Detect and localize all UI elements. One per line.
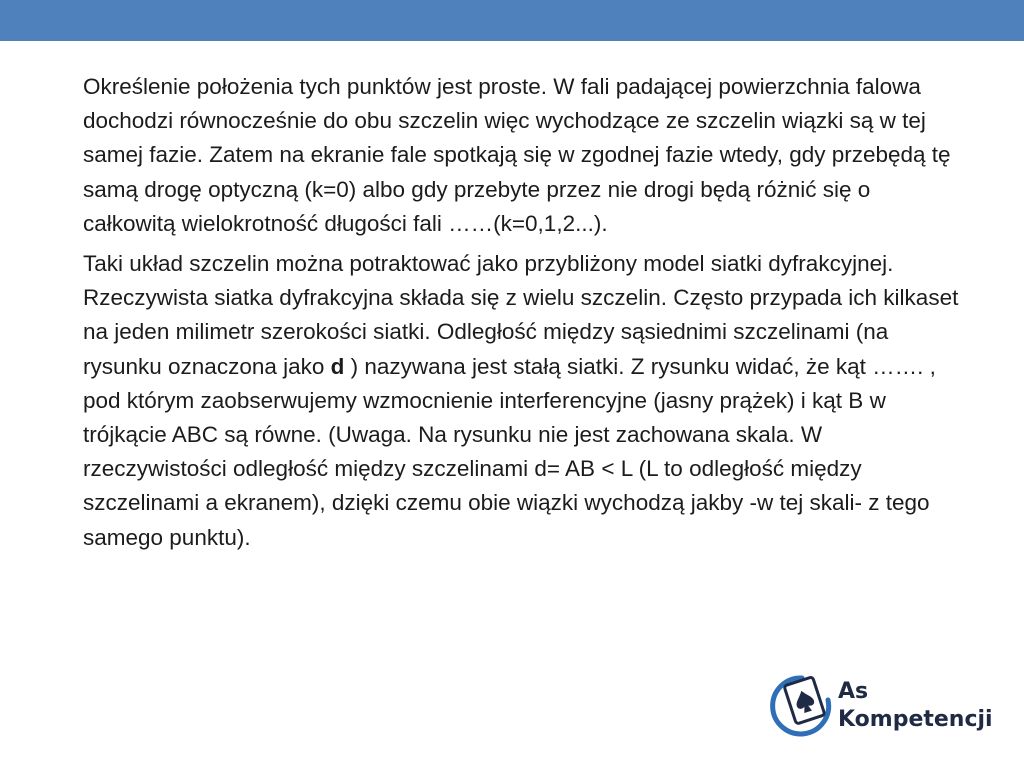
paragraph-2-text-before: Taki układ szczelin można potraktować jako przybliżony model siatki dyfrakcyjnej. Rzeczywista siatka dyfrakcyjna składa się z wielu szczelin. Często przypada ich kilkaset na jeden milimetr szerokości siatki. Odległość między sąsiednimi szczelinami (na rysunku oznaczona jako bbox=[83, 251, 959, 379]
spade-card-icon bbox=[768, 670, 836, 746]
paragraph-2-text-after: ) nazywana jest stałą siatki. Z rysunku widać, że kąt ……. , pod którym zaobserwujemy wzmocnienie interferencyjne (jasny prążek) i kąt B w trójkącie ABC są równe. (Uwaga. Na rysunku nie jest zachowana skala. W rzeczywistości odległość między szczelinami d= AB < L (L to odległość między szczelinami a ekranem), dzięki czemu obie wiązki wychodzą jakby -w tej skali- z tego samego punktu). bbox=[83, 353, 936, 550]
logo-text-kompetencji: Kompetencji bbox=[838, 707, 993, 732]
slide-content bbox=[83, 70, 963, 555]
logo-text-as: As bbox=[838, 679, 869, 704]
top-bar bbox=[0, 0, 1024, 41]
as-kompetencji-logo bbox=[768, 670, 998, 750]
paragraph-1: Określenie położenia tych punktów jest proste. W fali padającej powierzchnia falowa dochodzi równocześnie do obu szczelin więc wychodzące ze szczelin wiązki są w tej samej fazie. Zatem na ekranie fale spotkają się w zgodnej fazie wtedy, gdy przebędą tę samą drogę optyczną (k=0) albo gdy przebyte przez nie drogi będą różnić się o całkowitą wielokrotność długości fali ……(k=0,1,2...). bbox=[83, 74, 951, 236]
paragraph-2 bbox=[83, 247, 963, 555]
paragraph-2-bold-d: d bbox=[330, 353, 345, 379]
